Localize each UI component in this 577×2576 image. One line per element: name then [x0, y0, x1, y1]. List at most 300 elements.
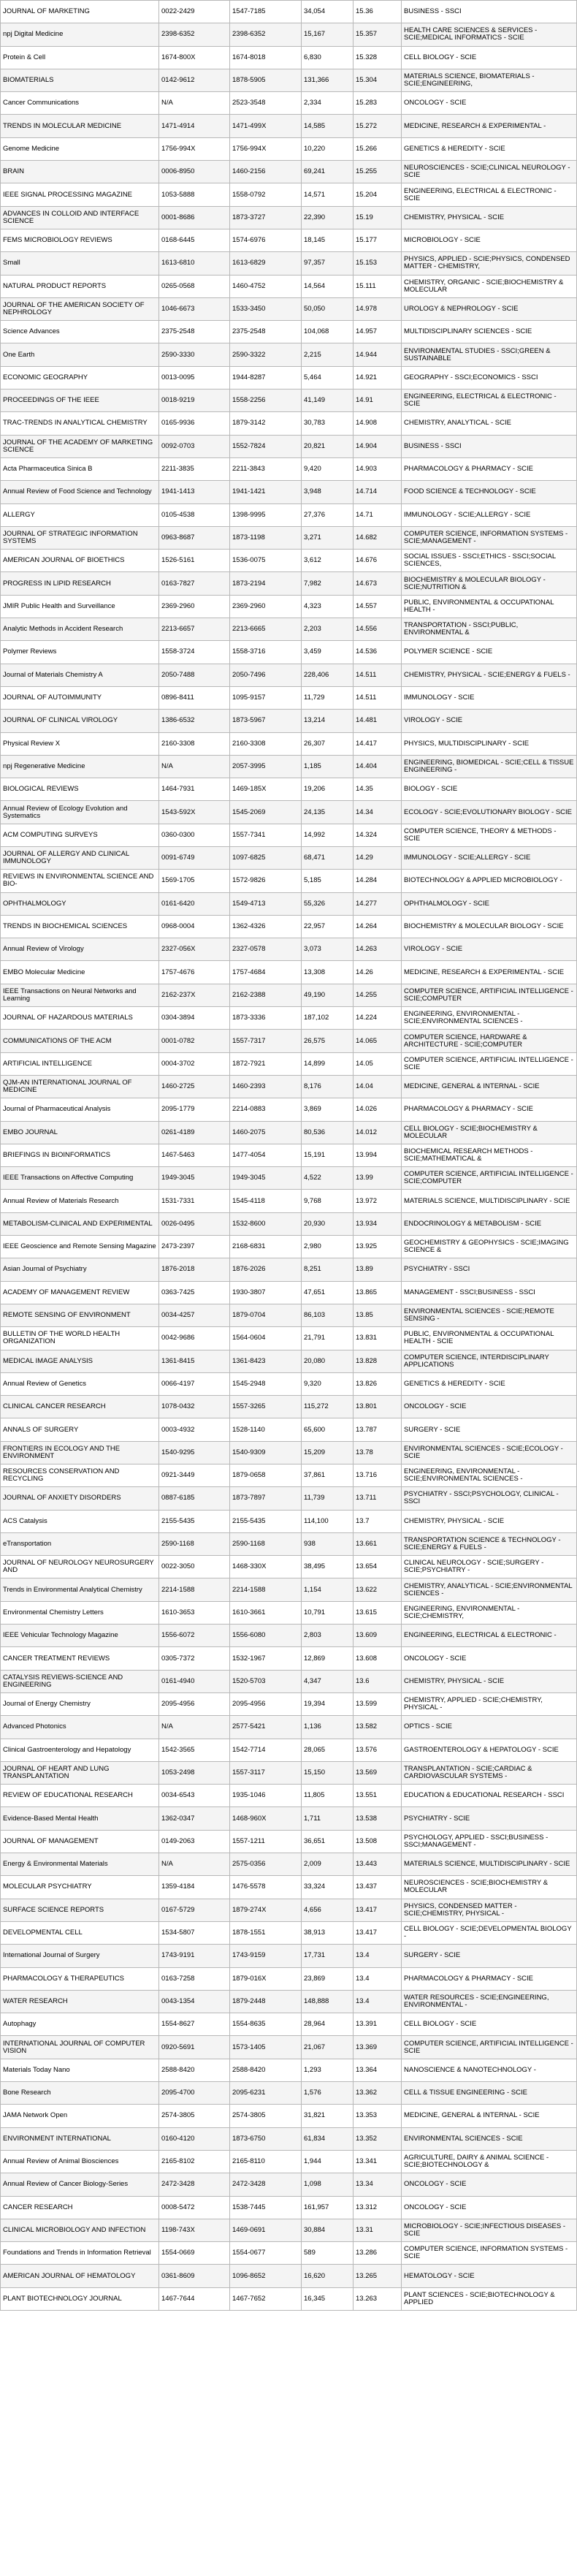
- impact-factor-cell: 15.255: [354, 161, 402, 183]
- journal-title-cell: EMBO Molecular Medicine: [1, 961, 159, 984]
- eissn-cell: 1944-8287: [230, 366, 302, 389]
- issn-cell: 2472-3428: [159, 2173, 230, 2196]
- total-cites-cell: 4,522: [302, 1167, 354, 1190]
- table-row: [1, 755, 577, 778]
- total-cites-cell: 2,203: [302, 618, 354, 641]
- table-row: [1, 1304, 577, 1326]
- issn-cell: 1526-5161: [159, 550, 230, 572]
- category-cell: TRANSPORTATION - SSCI;PUBLIC, ENVIRONMENTAL &: [402, 618, 577, 641]
- total-cites-cell: 15,191: [302, 1144, 354, 1166]
- journal-title-cell: Journal of Pharmaceutical Analysis: [1, 1098, 159, 1121]
- eissn-cell: 1468-960X: [230, 1807, 302, 1830]
- category-cell: MEDICINE, GENERAL & INTERNAL - SCIE: [402, 1075, 577, 1098]
- issn-cell: 0043-1354: [159, 1990, 230, 2013]
- impact-factor-cell: 15.111: [354, 275, 402, 297]
- eissn-cell: 2574-3805: [230, 2105, 302, 2127]
- impact-factor-cell: 14.676: [354, 550, 402, 572]
- category-cell: VIROLOGY - SCIE: [402, 938, 577, 961]
- eissn-cell: 1554-0677: [230, 2242, 302, 2265]
- issn-cell: 2050-7488: [159, 664, 230, 686]
- issn-cell: 1610-3653: [159, 1601, 230, 1624]
- eissn-cell: 1096-8652: [230, 2265, 302, 2287]
- total-cites-cell: 65,600: [302, 1418, 354, 1441]
- total-cites-cell: 13,308: [302, 961, 354, 984]
- category-cell: ENGINEERING, BIOMEDICAL - SCIE;CELL & TISSUE ENGINEERING -: [402, 755, 577, 778]
- eissn-cell: 1557-3265: [230, 1396, 302, 1418]
- issn-cell: N/A: [159, 1716, 230, 1739]
- total-cites-cell: 30,884: [302, 2219, 354, 2241]
- journal-title-cell: Journal of Materials Chemistry A: [1, 664, 159, 686]
- total-cites-cell: 161,957: [302, 2196, 354, 2219]
- impact-factor-cell: 13.599: [354, 1692, 402, 1715]
- journal-title-cell: Small: [1, 252, 159, 275]
- table-row: [1, 1716, 577, 1739]
- total-cites-cell: 7,982: [302, 572, 354, 595]
- impact-factor-cell: 13.78: [354, 1441, 402, 1464]
- category-cell: CELL & TISSUE ENGINEERING - SCIE: [402, 2082, 577, 2105]
- impact-factor-cell: 13.391: [354, 2013, 402, 2036]
- category-cell: MULTIDISCIPLINARY SCIENCES - SCIE: [402, 321, 577, 343]
- eissn-cell: 2050-7496: [230, 664, 302, 686]
- journal-title-cell: Science Advances: [1, 321, 159, 343]
- category-cell: PLANT SCIENCES - SCIE;BIOTECHNOLOGY & APPLIED: [402, 2287, 577, 2310]
- journal-title-cell: IEEE SIGNAL PROCESSING MAGAZINE: [1, 183, 159, 206]
- issn-cell: 2095-4956: [159, 1692, 230, 1715]
- impact-factor-cell: 13.925: [354, 1236, 402, 1258]
- issn-cell: 0026-0495: [159, 1212, 230, 1235]
- issn-cell: 2214-1588: [159, 1578, 230, 1601]
- category-cell: CELL BIOLOGY - SCIE;DEVELOPMENTAL BIOLOGY -: [402, 1921, 577, 1944]
- impact-factor-cell: 13.286: [354, 2242, 402, 2265]
- eissn-cell: 1949-3045: [230, 1167, 302, 1190]
- table-row: [1, 115, 577, 137]
- issn-cell: 0163-7827: [159, 572, 230, 595]
- impact-factor-cell: 14.026: [354, 1098, 402, 1121]
- category-cell: MEDICINE, GENERAL & INTERNAL - SCIE: [402, 2105, 577, 2127]
- journal-title-cell: npj Digital Medicine: [1, 23, 159, 46]
- table-row: [1, 984, 577, 1006]
- eissn-cell: 1572-9826: [230, 870, 302, 892]
- eissn-cell: 2327-0578: [230, 938, 302, 961]
- total-cites-cell: 11,805: [302, 1785, 354, 1807]
- eissn-cell: 1556-6080: [230, 1625, 302, 1647]
- issn-cell: 0022-2429: [159, 1, 230, 23]
- impact-factor-cell: 14.511: [354, 686, 402, 709]
- category-cell: IMMUNOLOGY - SCIE;ALLERGY - SCIE: [402, 846, 577, 869]
- category-cell: CHEMISTRY, ANALYTICAL - SCIE;ENVIRONMENTAL SCIENCES -: [402, 1578, 577, 1601]
- eissn-cell: 1872-7921: [230, 1052, 302, 1075]
- category-cell: FOOD SCIENCE & TECHNOLOGY - SCIE: [402, 481, 577, 504]
- issn-cell: 1467-7644: [159, 2287, 230, 2310]
- total-cites-cell: 14,585: [302, 115, 354, 137]
- impact-factor-cell: 14.284: [354, 870, 402, 892]
- total-cites-cell: 23,869: [302, 1967, 354, 1990]
- table-row: [1, 252, 577, 275]
- eissn-cell: 1558-0792: [230, 183, 302, 206]
- eissn-cell: 2165-8110: [230, 2150, 302, 2173]
- journal-title-cell: Acta Pharmaceutica Sinica B: [1, 457, 159, 480]
- category-cell: COMPUTER SCIENCE, ARTIFICIAL INTELLIGENCE - SCIE: [402, 2036, 577, 2059]
- table-row: [1, 618, 577, 641]
- impact-factor-cell: 13.826: [354, 1372, 402, 1395]
- eissn-cell: 1573-1405: [230, 2036, 302, 2059]
- eissn-cell: 1873-6750: [230, 2127, 302, 2150]
- total-cites-cell: 11,729: [302, 686, 354, 709]
- journal-title-cell: Autophagy: [1, 2013, 159, 2036]
- eissn-cell: 1613-6829: [230, 252, 302, 275]
- issn-cell: 0034-6543: [159, 1785, 230, 1807]
- category-cell: AGRICULTURE, DAIRY & ANIMAL SCIENCE - SCIE;BIOTECHNOLOGY &: [402, 2150, 577, 2173]
- eissn-cell: 1873-3336: [230, 1007, 302, 1030]
- total-cites-cell: 16,620: [302, 2265, 354, 2287]
- issn-cell: N/A: [159, 92, 230, 115]
- eissn-cell: 2577-5421: [230, 1716, 302, 1739]
- impact-factor-cell: 13.99: [354, 1167, 402, 1190]
- table-row: [1, 2036, 577, 2059]
- issn-cell: N/A: [159, 755, 230, 778]
- total-cites-cell: 19,206: [302, 778, 354, 801]
- total-cites-cell: 1,576: [302, 2082, 354, 2105]
- table-row: [1, 1327, 577, 1350]
- total-cites-cell: 21,791: [302, 1327, 354, 1350]
- table-row: [1, 2219, 577, 2241]
- total-cites-cell: 38,495: [302, 1556, 354, 1578]
- table-row: [1, 1396, 577, 1418]
- issn-cell: 1534-5807: [159, 1921, 230, 1944]
- journal-title-cell: IEEE Vehicular Technology Magazine: [1, 1625, 159, 1647]
- category-cell: ENGINEERING, ENVIRONMENTAL - SCIE;CHEMISTRY,: [402, 1601, 577, 1624]
- category-cell: MATERIALS SCIENCE, MULTIDISCIPLINARY - SCIE: [402, 1853, 577, 1876]
- issn-cell: 1460-2725: [159, 1075, 230, 1098]
- journal-title-cell: IEEE Geoscience and Remote Sensing Magazine: [1, 1236, 159, 1258]
- impact-factor-cell: 15.153: [354, 252, 402, 275]
- journal-title-cell: FEMS MICROBIOLOGY REVIEWS: [1, 229, 159, 251]
- eissn-cell: 2057-3995: [230, 755, 302, 778]
- journal-title-cell: AMERICAN JOURNAL OF BIOETHICS: [1, 550, 159, 572]
- issn-cell: 0034-4257: [159, 1304, 230, 1326]
- journal-title-cell: Annual Review of Virology: [1, 938, 159, 961]
- issn-cell: 0968-0004: [159, 915, 230, 938]
- issn-cell: 0360-0300: [159, 824, 230, 846]
- eissn-cell: 2214-0883: [230, 1098, 302, 1121]
- issn-cell: 0013-0095: [159, 366, 230, 389]
- impact-factor-cell: 14.557: [354, 595, 402, 618]
- table-row: [1, 2127, 577, 2150]
- category-cell: NEUROSCIENCES - SCIE;CLINICAL NEUROLOGY - SCIE: [402, 161, 577, 183]
- total-cites-cell: 6,830: [302, 46, 354, 69]
- eissn-cell: 1564-0604: [230, 1327, 302, 1350]
- impact-factor-cell: 13.85: [354, 1304, 402, 1326]
- issn-cell: 2327-056X: [159, 938, 230, 961]
- table-row: [1, 92, 577, 115]
- issn-cell: 0022-3050: [159, 1556, 230, 1578]
- category-cell: ENDOCRINOLOGY & METABOLISM - SCIE: [402, 1212, 577, 1235]
- eissn-cell: 1941-1421: [230, 481, 302, 504]
- eissn-cell: 2213-6665: [230, 618, 302, 641]
- eissn-cell: 1935-1046: [230, 1785, 302, 1807]
- journal-title-cell: TRENDS IN BIOCHEMICAL SCIENCES: [1, 915, 159, 938]
- table-row: [1, 2265, 577, 2287]
- issn-cell: 0092-0703: [159, 435, 230, 457]
- eissn-cell: 1097-6825: [230, 846, 302, 869]
- issn-cell: 1542-3565: [159, 1739, 230, 1761]
- category-cell: PHARMACOLOGY & PHARMACY - SCIE: [402, 1098, 577, 1121]
- impact-factor-cell: 14.673: [354, 572, 402, 595]
- category-cell: COMPUTER SCIENCE, INTERDISCIPLINARY APPLICATIONS: [402, 1350, 577, 1372]
- category-cell: CELL BIOLOGY - SCIE: [402, 2013, 577, 2036]
- total-cites-cell: 5,464: [302, 366, 354, 389]
- eissn-cell: 1552-7824: [230, 435, 302, 457]
- eissn-cell: 1930-3807: [230, 1281, 302, 1304]
- impact-factor-cell: 13.972: [354, 1190, 402, 1212]
- eissn-cell: 1471-499X: [230, 115, 302, 137]
- total-cites-cell: 15,167: [302, 23, 354, 46]
- impact-factor-cell: 14.224: [354, 1007, 402, 1030]
- total-cites-cell: 80,536: [302, 1121, 354, 1144]
- total-cites-cell: 36,651: [302, 1830, 354, 1853]
- total-cites-cell: 187,102: [302, 1007, 354, 1030]
- issn-cell: 1543-592X: [159, 801, 230, 824]
- table-row: [1, 183, 577, 206]
- journal-title-cell: Advanced Photonics: [1, 1716, 159, 1739]
- journal-title-cell: CANCER TREATMENT REVIEWS: [1, 1647, 159, 1670]
- eissn-cell: 1876-2026: [230, 1258, 302, 1281]
- table-row: [1, 69, 577, 91]
- table-row: [1, 572, 577, 595]
- impact-factor-cell: 14.264: [354, 915, 402, 938]
- journal-title-cell: TRENDS IN MOLECULAR MEDICINE: [1, 115, 159, 137]
- issn-cell: 0149-2063: [159, 1830, 230, 1853]
- journal-title-cell: FRONTIERS IN ECOLOGY AND THE ENVIRONMENT: [1, 1441, 159, 1464]
- category-cell: ONCOLOGY - SCIE: [402, 1647, 577, 1670]
- issn-cell: 2211-3835: [159, 457, 230, 480]
- total-cites-cell: 4,347: [302, 1670, 354, 1692]
- issn-cell: 2590-1168: [159, 1532, 230, 1555]
- impact-factor-cell: 13.994: [354, 1144, 402, 1166]
- eissn-cell: 1878-1551: [230, 1921, 302, 1944]
- table-row: [1, 343, 577, 366]
- journal-title-cell: Evidence-Based Mental Health: [1, 1807, 159, 1830]
- table-row: [1, 686, 577, 709]
- issn-cell: 1531-7331: [159, 1190, 230, 1212]
- category-cell: CHEMISTRY, ORGANIC - SCIE;BIOCHEMISTRY & MOLECULAR: [402, 275, 577, 297]
- journal-title-cell: CLINICAL MICROBIOLOGY AND INFECTION: [1, 2219, 159, 2241]
- issn-cell: 0361-8609: [159, 2265, 230, 2287]
- issn-cell: 2375-2548: [159, 321, 230, 343]
- impact-factor-cell: 13.608: [354, 1647, 402, 1670]
- eissn-cell: 1460-4752: [230, 275, 302, 297]
- issn-cell: 1386-6532: [159, 710, 230, 732]
- table-row: [1, 1807, 577, 1830]
- eissn-cell: 1545-4118: [230, 1190, 302, 1212]
- total-cites-cell: 2,980: [302, 1236, 354, 1258]
- table-row: [1, 1052, 577, 1075]
- table-row: [1, 1556, 577, 1578]
- impact-factor-cell: 14.978: [354, 297, 402, 320]
- impact-factor-cell: 13.369: [354, 2036, 402, 2059]
- impact-factor-cell: 13.716: [354, 1464, 402, 1487]
- category-cell: MANAGEMENT - SSCI;BUSINESS - SSCI: [402, 1281, 577, 1304]
- total-cites-cell: 28,065: [302, 1739, 354, 1761]
- table-row: [1, 801, 577, 824]
- total-cites-cell: 34,054: [302, 1, 354, 23]
- eissn-cell: 2155-5435: [230, 1510, 302, 1532]
- impact-factor-cell: 13.312: [354, 2196, 402, 2219]
- impact-factor-cell: 13.508: [354, 1830, 402, 1853]
- table-row: [1, 2013, 577, 2036]
- impact-factor-cell: 14.35: [354, 778, 402, 801]
- eissn-cell: 2095-6231: [230, 2082, 302, 2105]
- eissn-cell: 1361-8423: [230, 1350, 302, 1372]
- impact-factor-cell: 14.556: [354, 618, 402, 641]
- impact-factor-cell: 14.957: [354, 321, 402, 343]
- journal-title-cell: JMIR Public Health and Surveillance: [1, 595, 159, 618]
- impact-factor-cell: 14.29: [354, 846, 402, 869]
- category-cell: EDUCATION & EDUCATIONAL RESEARCH - SSCI: [402, 1785, 577, 1807]
- eissn-cell: 1536-0075: [230, 550, 302, 572]
- journal-title-cell: Cancer Communications: [1, 92, 159, 115]
- impact-factor-cell: 14.324: [354, 824, 402, 846]
- category-cell: UROLOGY & NEPHROLOGY - SCIE: [402, 297, 577, 320]
- impact-factor-cell: 15.272: [354, 115, 402, 137]
- issn-cell: 2213-6657: [159, 618, 230, 641]
- issn-cell: 1757-4676: [159, 961, 230, 984]
- total-cites-cell: 37,861: [302, 1464, 354, 1487]
- total-cites-cell: 114,100: [302, 1510, 354, 1532]
- journal-title-cell: JOURNAL OF ALLERGY AND CLINICAL IMMUNOLOGY: [1, 846, 159, 869]
- category-cell: ENVIRONMENTAL SCIENCES - SCIE;REMOTE SENSING -: [402, 1304, 577, 1326]
- impact-factor-cell: 14.277: [354, 892, 402, 915]
- category-cell: PHYSICS, CONDENSED MATTER - SCIE;CHEMISTRY, PHYSICAL -: [402, 1899, 577, 1921]
- issn-cell: 2162-237X: [159, 984, 230, 1006]
- eissn-cell: 1879-274X: [230, 1899, 302, 1921]
- journal-title-cell: One Earth: [1, 343, 159, 366]
- issn-cell: 0001-8686: [159, 206, 230, 229]
- eissn-cell: 1574-6976: [230, 229, 302, 251]
- category-cell: MEDICINE, RESEARCH & EXPERIMENTAL - SCIE: [402, 961, 577, 984]
- issn-cell: 2155-5435: [159, 1510, 230, 1532]
- eissn-cell: 1545-2948: [230, 1372, 302, 1395]
- table-row: [1, 1761, 577, 1784]
- table-row: [1, 1532, 577, 1555]
- category-cell: MATERIALS SCIENCE, BIOMATERIALS - SCIE;ENGINEERING,: [402, 69, 577, 91]
- eissn-cell: 1528-1140: [230, 1418, 302, 1441]
- total-cites-cell: 1,098: [302, 2173, 354, 2196]
- impact-factor-cell: 15.283: [354, 92, 402, 115]
- eissn-cell: 1477-4054: [230, 1144, 302, 1166]
- eissn-cell: 1558-3716: [230, 641, 302, 664]
- table-row: [1, 1990, 577, 2013]
- table-row: [1, 1350, 577, 1372]
- category-cell: CHEMISTRY, PHYSICAL - SCIE;ENERGY & FUELS -: [402, 664, 577, 686]
- eissn-cell: 1460-2075: [230, 1121, 302, 1144]
- table-row: [1, 1098, 577, 1121]
- eissn-cell: 1460-2156: [230, 161, 302, 183]
- category-cell: POLYMER SCIENCE - SCIE: [402, 641, 577, 664]
- category-cell: MICROBIOLOGY - SCIE;INFECTIOUS DISEASES - SCIE: [402, 2219, 577, 2241]
- eissn-cell: 1674-8018: [230, 46, 302, 69]
- issn-cell: 1467-5463: [159, 1144, 230, 1166]
- total-cites-cell: 55,326: [302, 892, 354, 915]
- impact-factor-cell: 14.263: [354, 938, 402, 961]
- total-cites-cell: 9,320: [302, 1372, 354, 1395]
- table-row: [1, 1853, 577, 1876]
- category-cell: ENVIRONMENTAL SCIENCES - SCIE: [402, 2127, 577, 2150]
- journal-title-cell: Annual Review of Cancer Biology-Series: [1, 2173, 159, 2196]
- eissn-cell: 2214-1588: [230, 1578, 302, 1601]
- issn-cell: 0163-7258: [159, 1967, 230, 1990]
- impact-factor-cell: 14.065: [354, 1030, 402, 1052]
- table-row: [1, 2287, 577, 2310]
- table-row: [1, 23, 577, 46]
- journal-title-cell: Materials Today Nano: [1, 2059, 159, 2081]
- eissn-cell: 1873-1198: [230, 526, 302, 549]
- table-row: [1, 1030, 577, 1052]
- journal-title-cell: Energy & Environmental Materials: [1, 1853, 159, 1876]
- impact-factor-cell: 13.934: [354, 1212, 402, 1235]
- total-cites-cell: 17,731: [302, 1945, 354, 1967]
- eissn-cell: 1557-7317: [230, 1030, 302, 1052]
- total-cites-cell: 50,050: [302, 297, 354, 320]
- total-cites-cell: 22,957: [302, 915, 354, 938]
- total-cites-cell: 9,768: [302, 1190, 354, 1212]
- table-row: [1, 1281, 577, 1304]
- issn-cell: 1876-2018: [159, 1258, 230, 1281]
- total-cites-cell: 19,394: [302, 1692, 354, 1715]
- eissn-cell: 1558-2256: [230, 390, 302, 412]
- total-cites-cell: 21,067: [302, 2036, 354, 2059]
- eissn-cell: 2168-6831: [230, 1236, 302, 1258]
- total-cites-cell: 15,150: [302, 1761, 354, 1784]
- table-row: [1, 1876, 577, 1899]
- total-cites-cell: 3,073: [302, 938, 354, 961]
- category-cell: GEOCHEMISTRY & GEOPHYSICS - SCIE;IMAGING SCIENCE &: [402, 1236, 577, 1258]
- journal-title-cell: Annual Review of Genetics: [1, 1372, 159, 1395]
- journal-title-cell: JOURNAL OF HEART AND LUNG TRANSPLANTATION: [1, 1761, 159, 1784]
- table-row: [1, 595, 577, 618]
- category-cell: ENVIRONMENTAL SCIENCES - SCIE;ECOLOGY - SCIE: [402, 1441, 577, 1464]
- issn-cell: 0105-4538: [159, 504, 230, 526]
- total-cites-cell: 938: [302, 1532, 354, 1555]
- journal-title-cell: Analytic Methods in Accident Research: [1, 618, 159, 641]
- journal-title-cell: AMERICAN JOURNAL OF HEMATOLOGY: [1, 2265, 159, 2287]
- issn-cell: 1554-0669: [159, 2242, 230, 2265]
- category-cell: OPHTHALMOLOGY - SCIE: [402, 892, 577, 915]
- impact-factor-cell: 13.443: [354, 1853, 402, 1876]
- journal-title-cell: CLINICAL CANCER RESEARCH: [1, 1396, 159, 1418]
- impact-factor-cell: 14.91: [354, 390, 402, 412]
- table-row: [1, 1670, 577, 1692]
- issn-cell: 1053-2498: [159, 1761, 230, 1784]
- issn-cell: 0142-9612: [159, 69, 230, 91]
- journal-title-cell: PLANT BIOTECHNOLOGY JOURNAL: [1, 2287, 159, 2310]
- total-cites-cell: 18,145: [302, 229, 354, 251]
- total-cites-cell: 14,992: [302, 824, 354, 846]
- category-cell: COMPUTER SCIENCE, ARTIFICIAL INTELLIGENCE - SCIE;COMPUTER: [402, 1167, 577, 1190]
- journal-title-cell: REMOTE SENSING OF ENVIRONMENT: [1, 1304, 159, 1326]
- impact-factor-cell: 13.437: [354, 1876, 402, 1899]
- eissn-cell: 1460-2393: [230, 1075, 302, 1098]
- journal-title-cell: Genome Medicine: [1, 137, 159, 160]
- issn-cell: 0265-0568: [159, 275, 230, 297]
- journal-table-body: [1, 1, 577, 2311]
- journal-title-cell: IEEE Transactions on Affective Computing: [1, 1167, 159, 1190]
- category-cell: MICROBIOLOGY - SCIE: [402, 229, 577, 251]
- table-row: [1, 1945, 577, 1967]
- impact-factor-cell: 13.364: [354, 2059, 402, 2081]
- journal-title-cell: International Journal of Surgery: [1, 1945, 159, 1967]
- table-row: [1, 229, 577, 251]
